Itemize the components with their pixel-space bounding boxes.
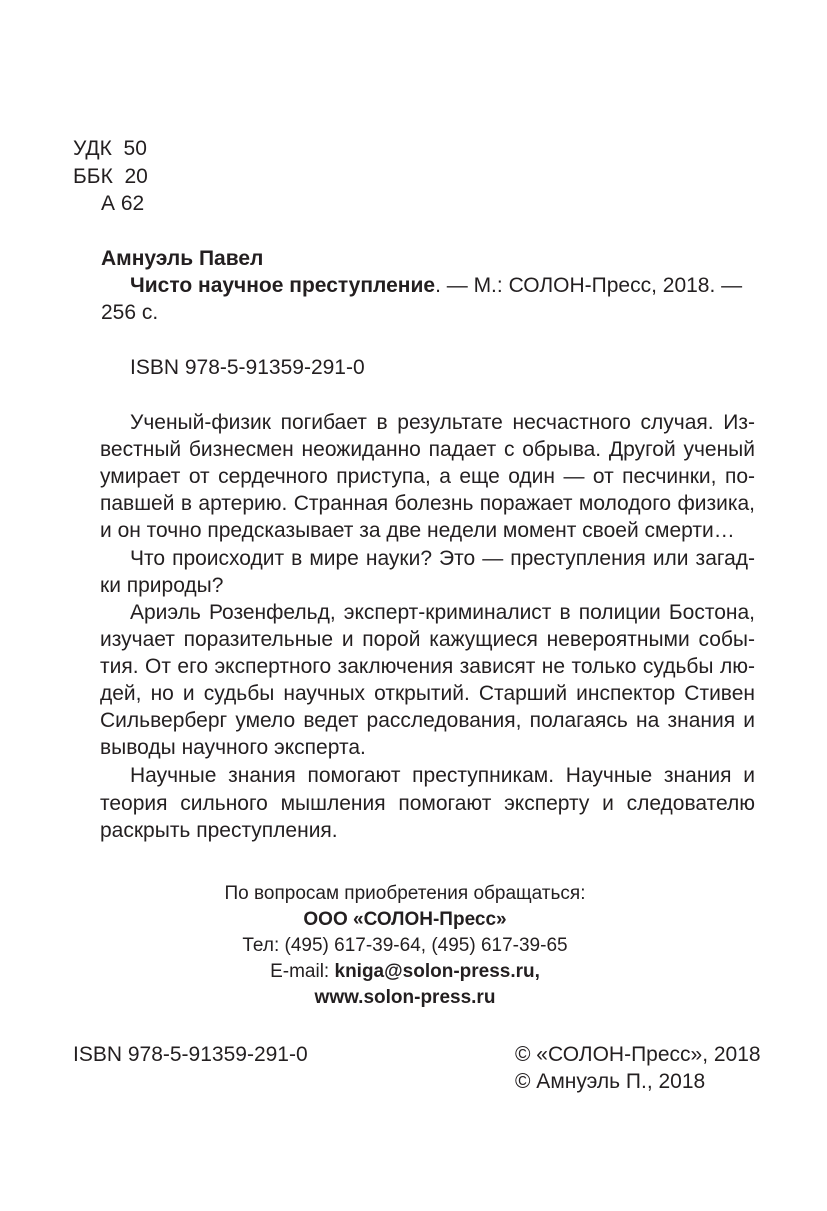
annotation-line: раскрыть преступления. — [100, 819, 338, 842]
website-line — [130, 988, 680, 1007]
annotation-line: павшей в артерию. Странная болезнь поражает молодого физика, — [100, 492, 755, 515]
copyright-publisher: © «СОЛОН-Пресс», 2018 — [515, 1043, 761, 1066]
annotation-line: Что происходит в мире науки? Это — преступления или загад- — [130, 547, 755, 570]
annotation-line: и он точно предсказывает за две недели момент своей смерти… — [100, 519, 735, 542]
udk-label: УДК — [73, 137, 112, 160]
email-line — [130, 962, 680, 981]
udk-value: 50 — [123, 137, 147, 160]
contacts-intro: По вопросам приобретения обращаться: — [224, 883, 586, 904]
annotation-line: умирает от сердечного приступа, а еще один — от песчинки, по- — [100, 465, 755, 488]
author-mark: А 62 — [101, 192, 145, 215]
publisher-name — [130, 910, 680, 929]
title-imprint — [130, 275, 742, 296]
phone-line: Тел: (495) 617-39-64, (495) 617-39-65 — [242, 935, 568, 956]
page-count: 256 с. — [101, 301, 159, 324]
book-title: Чисто научное преступление — [130, 274, 436, 297]
author-name-text: Амнуэль Павел — [101, 247, 264, 270]
bbk-label: ББК — [73, 165, 113, 188]
bbk-code — [73, 166, 148, 187]
email-label: E-mail: — [270, 961, 335, 982]
imprint: . — М.: СОЛОН-Пресс, 2018. — — [435, 274, 743, 297]
udk-code — [73, 138, 147, 159]
annotation-line: вестный бизнесмен неожиданно падает с обрыва. Другой ученый — [100, 438, 755, 461]
footer-isbn: ISBN 978-5-91359-291-0 — [73, 1043, 308, 1066]
annotation-line: изучает поразительные и порой кажущиеся невероятными собы- — [100, 628, 755, 651]
annotation-line: Ученый-физик погибает в результате несчастного случая. Из- — [130, 411, 755, 434]
copyright-author: © Амнуэль П., 2018 — [515, 1070, 706, 1093]
annotation-line: Научные знания помогают преступникам. Научные знания и — [130, 764, 755, 787]
annotation-line: дей, но и судьбы научных открытий. Старший инспектор Стивен — [100, 682, 755, 705]
isbn-record: ISBN 978-5-91359-291-0 — [130, 356, 365, 379]
annotation-line: ки природы? — [100, 574, 224, 597]
annotation-line: Ариэль Розенфельд, эксперт-криминалист в полиции Бостона, — [130, 601, 755, 624]
website-link[interactable]: www.solon-press.ru — [314, 987, 496, 1008]
annotation-line: Сильверберг умело ведет расследования, полагаясь на знания и — [100, 709, 755, 732]
author-name — [101, 248, 263, 269]
annotation-line: тия. От его экспертного заключения зависят не только судьбы лю- — [100, 655, 755, 678]
bbk-value: 20 — [124, 165, 148, 188]
annotation-line: выводы научного эксперта. — [100, 736, 366, 759]
publisher-name-text: ООО «СОЛОН-Пресс» — [303, 909, 507, 930]
annotation-line: теория сильного мышления помогают эксперту и следователю — [100, 792, 755, 815]
email-link[interactable]: kniga@solon-press.ru, — [334, 961, 540, 982]
